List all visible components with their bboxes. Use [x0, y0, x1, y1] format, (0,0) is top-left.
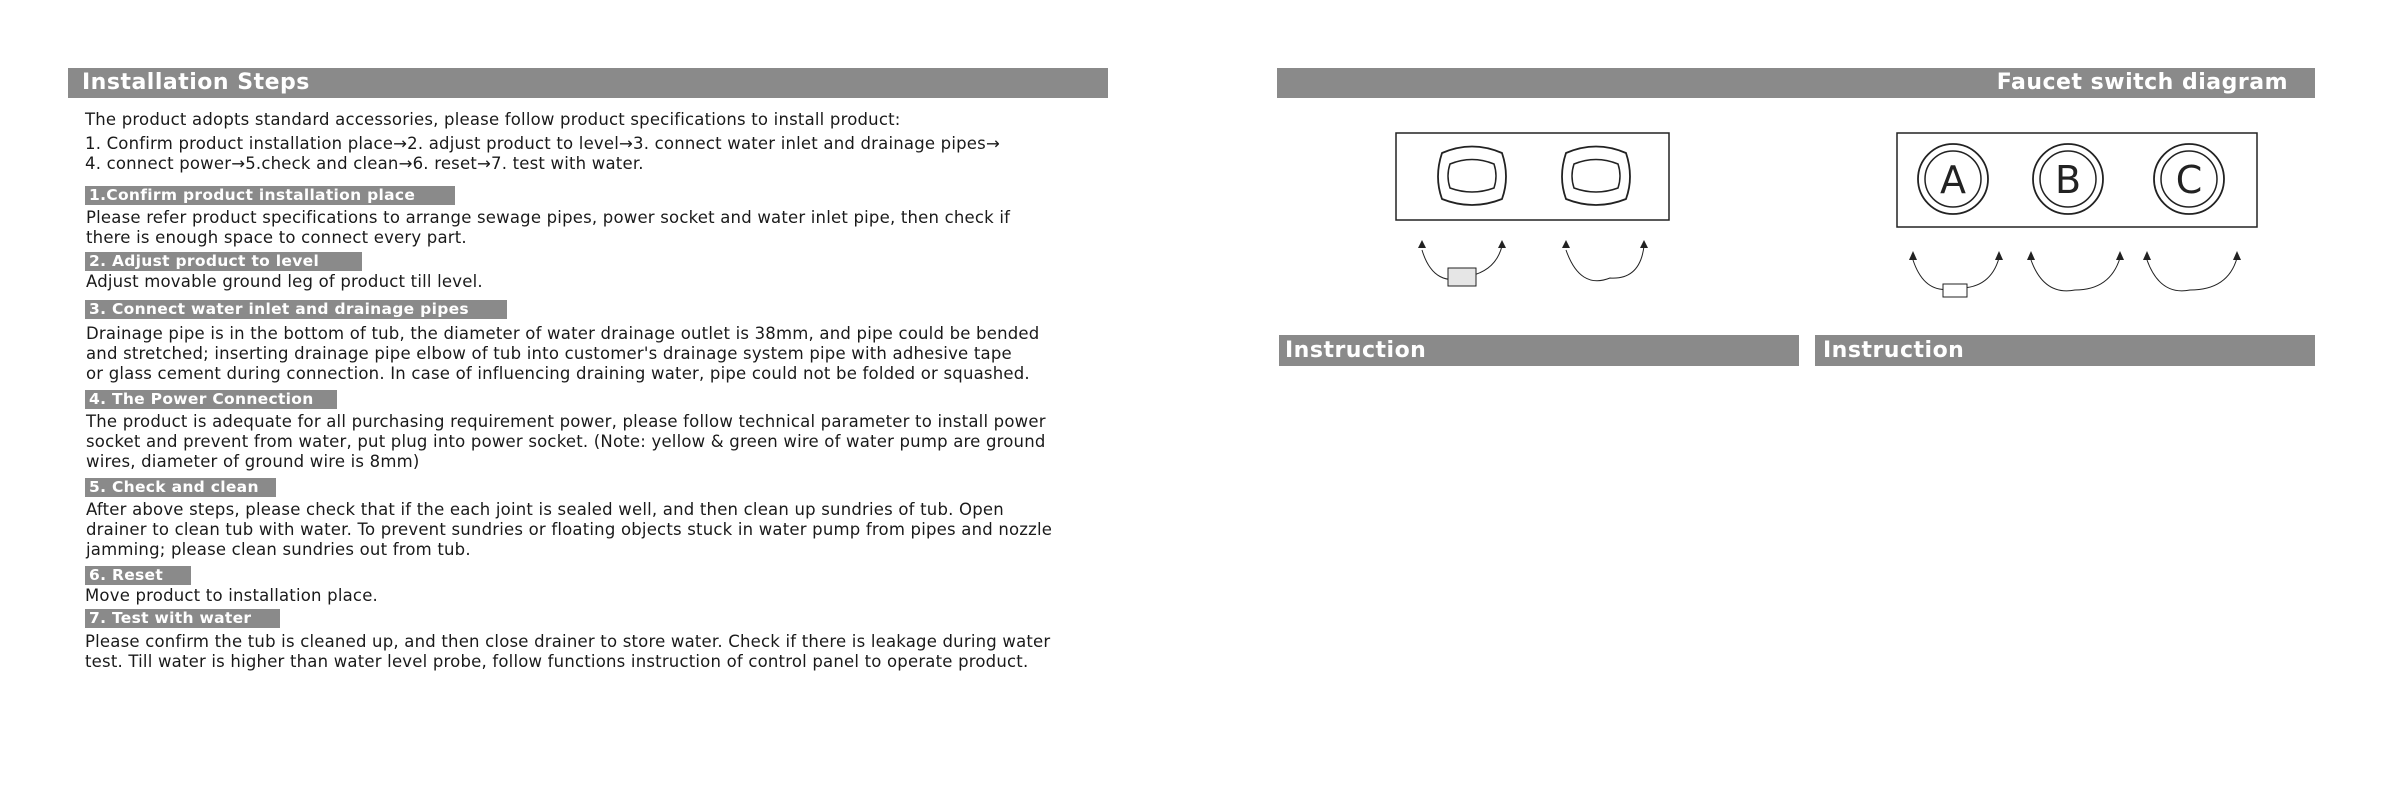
section-1-label: 1.Confirm product installation place: [85, 186, 455, 205]
section-4-line-1: The product is adequate for all purchasing requirement power, please follow technical parameter to install power: [86, 412, 1046, 431]
section-1-line-1: Please refer product specifications to arrange sewage pipes, power socket and water inlet pipe, then check if: [86, 208, 1011, 227]
section-6-label: 6. Reset: [85, 566, 191, 585]
knob-c-letter: C: [2175, 158, 2203, 202]
switch-handle-left-icon: [1438, 147, 1506, 206]
rotation-arrow-left-icon: [1418, 240, 1506, 286]
switch-handle-right-icon: [1562, 147, 1630, 206]
section-2-label: 2. Adjust product to level: [85, 252, 362, 271]
section-5-line-3: jamming; please clean sundries out from tub.: [86, 540, 471, 559]
section-5-label: 5. Check and clean: [85, 478, 276, 497]
two-switch-panel: [1396, 133, 1669, 220]
knob-b-icon: [2033, 144, 2103, 214]
section-6-line-1: Move product to installation place.: [85, 586, 378, 605]
faucet-switch-diagram-header: Faucet switch diagram: [1277, 68, 2315, 98]
section-4-label: 4. The Power Connection: [85, 390, 337, 409]
knob-a-letter: A: [1940, 158, 1966, 202]
knob-rotation-arrow-b-icon: [2027, 251, 2124, 291]
instruction-header-left: Instruction: [1279, 335, 1799, 366]
intro-line-3: 4. connect power→5.check and clean→6. reset→7. test with water.: [85, 154, 644, 173]
section-7-label: 7. Test with water: [85, 609, 280, 628]
installation-steps-header: Installation Steps: [68, 68, 1108, 98]
section-5-line-1: After above steps, please check that if the each joint is sealed well, and then clean up sundries of tub. Open: [86, 500, 1004, 519]
section-3-line-3: or glass cement during connection. In case of influencing draining water, pipe could not be folded or squashed.: [86, 364, 1030, 383]
section-5-line-2: drainer to clean tub with water. To prevent sundries or floating objects stuck in water pump from pipes and nozzle: [86, 520, 1053, 539]
section-3-line-2: and stretched; inserting drainage pipe elbow of tub into customer's drainage system pipe with adhesive tape: [86, 344, 1012, 363]
knob-c-icon: [2154, 144, 2224, 214]
section-2-line-1: Adjust movable ground leg of product till level.: [86, 272, 483, 291]
section-1-line-2: there is enough space to connect every part.: [86, 228, 467, 247]
section-4-line-3: wires, diameter of ground wire is 8mm): [86, 452, 420, 471]
knob-a-icon: [1918, 144, 1988, 214]
knob-b-letter: B: [2054, 158, 2082, 202]
section-3-label: 3. Connect water inlet and drainage pipes: [85, 300, 507, 319]
section-3-line-1: Drainage pipe is in the bottom of tub, the diameter of water drainage outlet is 38mm, and pipe could be bended: [86, 324, 1040, 343]
knob-rotation-arrow-c-icon: [2143, 251, 2241, 291]
section-4-line-2: socket and prevent from water, put plug into power socket. (Note: yellow & green wire of water pump are ground: [86, 432, 1046, 451]
instruction-header-right: Instruction: [1815, 335, 2315, 366]
section-7-line-2: test. Till water is higher than water level probe, follow functions instruction of control panel to operate product.: [85, 652, 1029, 671]
intro-line-1: The product adopts standard accessories, please follow product specifications to install product:: [85, 110, 901, 129]
section-7-line-1: Please confirm the tub is cleaned up, and then close drainer to store water. Check if there is leakage during water: [85, 632, 1051, 651]
rotation-arrow-right-icon: [1562, 240, 1648, 281]
knob-rotation-arrow-a-icon: [1909, 251, 2003, 297]
intro-line-2: 1. Confirm product installation place→2. adjust product to level→3. connect water inlet and drainage pipes→: [85, 134, 1000, 153]
